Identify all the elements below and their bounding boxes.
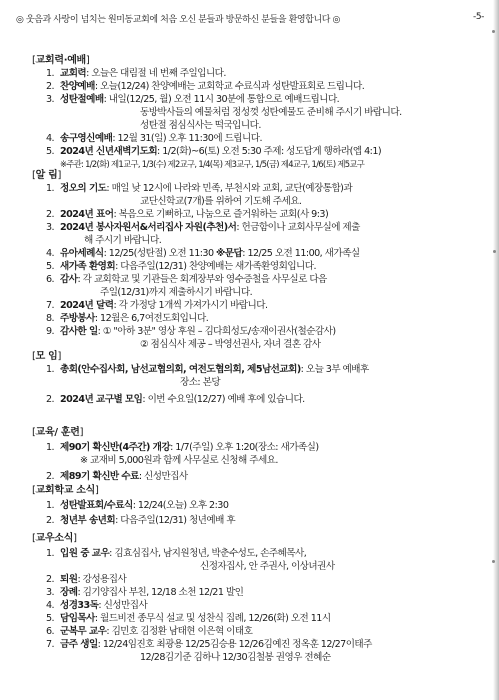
worship-item-5: 5. 2024년 신년새벽기도회: 1/2(화)~6(토) 오전 5:30 주제: 성도답게 행하라(엡 4:1) <box>46 146 382 157</box>
member-item-5: 5. 담임목사: 월드비전 종무식 설교 및 성찬식 집례, 12/26(화) 오전 11시 <box>46 613 331 624</box>
notice-item-2: 2. 2024년 표어: 복음으로 기뻐하고, 나눔으로 즐거워하는 교회(사 9:3) <box>46 209 329 220</box>
school-item-2: 2. 청년부 송년회: 다음주일(12/31) 청년예배 후 <box>46 515 236 526</box>
section-meetings <box>32 350 487 406</box>
section-notices <box>32 169 487 351</box>
section-title-worship: [교회력·예배] <box>32 55 90 66</box>
page-header <box>16 12 486 25</box>
member-item-6: 6. 군복무 교우: 김민호 김정환 남태현 이은혁 이태호 <box>46 626 253 637</box>
worship-item-3-cont: 동방박사들의 예물처럼 정성껏 성탄예물도 준비해 주시기 바랍니다. <box>140 107 402 118</box>
worship-item-2: 2. 찬양예배: 오늘(12/24) 찬양예배는 교회학교 수료식과 성탄발표회로 드립니다. <box>46 81 365 92</box>
notice-item-1: 1. 정오의 기도: 매일 낮 12시에 나라와 민족, 부천시와 교회, 교단(예장통합)과 <box>46 183 353 194</box>
scan-edge-shadow <box>493 0 499 700</box>
member-item-1: 1. 입원 중 교우: 김효심집사, 남지원청년, 박춘수성도, 손주혜목사, <box>46 548 307 559</box>
training-item-2: 2. 제89기 확신반 수료: 신성만집사 <box>46 471 188 482</box>
member-item-7-cont: 12/28김기준 김하나 12/30김철봉 권영우 전혜순 <box>140 652 331 663</box>
worship-item-3-cont: 성탄절 점심식사는 떡국입니다. <box>140 120 261 131</box>
training-item-1-note: ※ 교재비 5,000원과 함께 사무실로 신청해 주세요. <box>80 455 278 466</box>
worship-item-4: 4. 송구영신예배: 12월 31(일) 오후 11:30에 드립니다. <box>46 133 262 144</box>
section-title-training: [교육/ 훈련] <box>32 427 84 438</box>
section-title-school: [교회학교 소식] <box>32 485 99 496</box>
worship-item-3: 3. 성탄절예배: 내일(12/25, 월) 오전 11시 30분에 통합으로 예배드립니다. <box>46 94 340 105</box>
meeting-item-1-cont: 장소: 본당 <box>180 377 221 388</box>
scan-speck <box>492 30 495 33</box>
section-training <box>32 426 487 483</box>
notice-item-1-cont: 교단신학교(7개)를 위하여 기도해 주세요. <box>140 196 302 207</box>
training-item-1: 1. 제90기 확신반(4주간) 개강: 1/7(주일) 오후 1:20(장소: 새가족실) <box>46 442 319 453</box>
notice-item-8: 8. 주방봉사: 12월은 6,7여전도회입니다. <box>46 313 209 324</box>
notice-item-5: 5. 새가족 환영회: 다음주일(12/31) 찬양예배는 새가족환영회입니다. <box>46 261 316 272</box>
member-item-1-cont: 신정자집사, 안 주권사, 이상녀권사 <box>200 561 335 572</box>
section-title-members: [교우소식] <box>32 533 77 544</box>
welcome-banner: ◎ 웃음과 사랑이 넘치는 원미동교회에 처음 오신 분들과 방문하신 분들을 환영합니다 ◎ <box>16 15 340 25</box>
scan-speck <box>492 560 495 563</box>
meeting-item-2: 2. 2024년 교구별 모임: 이번 수요일(12/27) 예배 후에 있습니다. <box>46 394 305 405</box>
section-title-meetings: [모 임] <box>32 351 62 362</box>
section-members <box>32 532 487 664</box>
worship-item-5-note: ※주관: 1/2(화) 제1교구, 1/3(수) 제2교구, 1/4(목) 제3교구, 1/5(금) 제4교구, 1/6(토) 제5교구 <box>60 159 365 169</box>
page-number: -5- <box>472 12 484 22</box>
member-item-7: 7. 금주 생일: 12/24임진호 최광용 12/25김승용 12/26김예진 정옥훈 12/27이태주 <box>46 639 372 650</box>
notice-item-3: 3. 2024년 봉사자원서&서리집사 자원(추천)서: 헌금함이나 교회사무실에 제출 <box>46 222 360 233</box>
section-school <box>32 484 487 527</box>
notice-item-9-cont: ② 점심식사 제공 – 박영선권사, 자녀 결혼 감사 <box>140 339 321 350</box>
section-worship <box>32 54 487 171</box>
member-item-3: 3. 장례: 김기양집사 부친, 12/18 소천 12/21 발인 <box>46 587 244 598</box>
notice-item-4: 4. 유아세례식: 12/25(성탄절) 오전 11:30 ※문답: 12/25 오전 11:00, 새가족실 <box>46 248 360 259</box>
section-title-notices: [알 림] <box>32 170 62 181</box>
member-item-2: 2. 퇴원: 강성용집사 <box>46 574 127 585</box>
worship-item-1: 1. 교회력: 오늘은 대림절 네 번째 주일입니다. <box>46 68 226 79</box>
meeting-item-1: 1. 총회(안수집사회, 남선교협의회, 여전도협의회, 제5남선교회): 오늘 3부 예배후 <box>46 364 369 375</box>
member-item-4: 4. 성경33독: 신성만집사 <box>46 600 148 611</box>
notice-item-6-cont: 주일(12/31)까지 제출하시기 바랍니다. <box>100 287 253 298</box>
notice-item-9: 9. 감사한 일: ① "아하 3분" 영상 후원 – 김다희성도/송재이권사(철순감사) <box>46 326 336 337</box>
scan-speck <box>493 250 496 253</box>
school-item-1: 1. 성탄발표회/수료식: 12/24(오늘) 오후 2:30 <box>46 500 229 511</box>
notice-item-7: 7. 2024년 달력: 각 가정당 1개씩 가져가시기 바랍니다. <box>46 300 268 311</box>
notice-item-3-cont: 해 주시기 바랍니다. <box>84 235 162 246</box>
notice-item-6: 6. 감사: 각 교회학교 및 기관들은 회계장부와 영수증철을 사무실로 다음 <box>46 274 327 285</box>
